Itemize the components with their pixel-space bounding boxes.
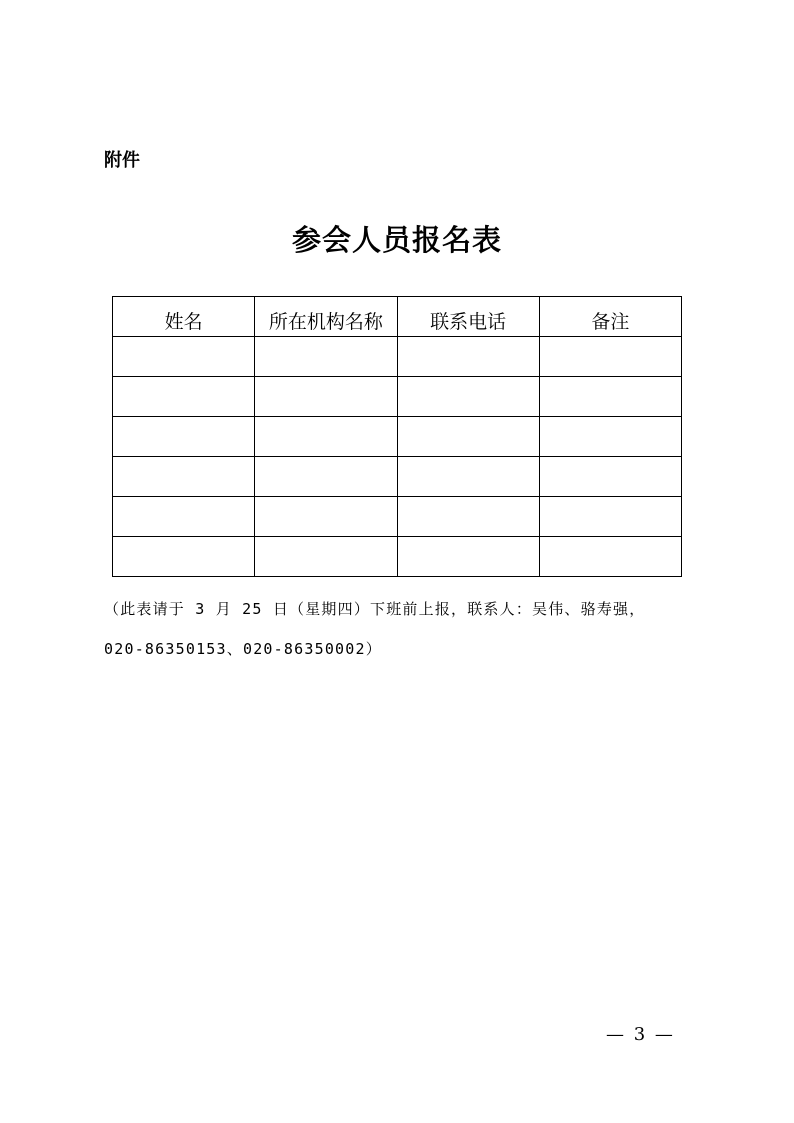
- table-cell-remarks: [539, 377, 681, 417]
- table-row: [113, 417, 682, 457]
- table-cell-name: [113, 377, 255, 417]
- table-row: [113, 377, 682, 417]
- table-cell-name: [113, 537, 255, 577]
- registration-table: [112, 296, 682, 577]
- table-cell-phone: [397, 497, 539, 537]
- table-cell-name: [113, 417, 255, 457]
- table-cell-name: [113, 337, 255, 377]
- table-cell-remarks: [539, 537, 681, 577]
- header-name: [113, 297, 255, 337]
- table-cell-institution: [255, 377, 397, 417]
- attachment-label: 附件: [104, 150, 140, 171]
- table-row: [113, 337, 682, 377]
- header-phone-label: 联系电话: [430, 311, 507, 333]
- table-row: [113, 497, 682, 537]
- header-remarks-label: 备注: [591, 311, 630, 333]
- table-cell-phone: [397, 417, 539, 457]
- submission-note-line-1: （此表请于 3 月 25 日（星期四）下班前上报，联系人：吴伟、骆寿强，: [104, 600, 646, 618]
- table-cell-phone: [397, 377, 539, 417]
- page-title: 参会人员报名表: [291, 223, 502, 257]
- table-cell-remarks: [539, 337, 681, 377]
- table-cell-phone: [397, 337, 539, 377]
- table-row: [113, 457, 682, 497]
- table-cell-institution: [255, 537, 397, 577]
- table-row: [113, 537, 682, 577]
- header-phone: [397, 297, 539, 337]
- table-cell-phone: [397, 537, 539, 577]
- header-name-label: 姓名: [164, 311, 203, 333]
- table-cell-institution: [255, 457, 397, 497]
- table-cell-institution: [255, 497, 397, 537]
- table-cell-remarks: [539, 497, 681, 537]
- table-cell-name: [113, 497, 255, 537]
- page-number: — 3 —: [606, 1024, 675, 1045]
- table-cell-phone: [397, 457, 539, 497]
- table-cell-remarks: [539, 457, 681, 497]
- table-cell-remarks: [539, 417, 681, 457]
- submission-note-line-2: 020-86350153、020-86350002）: [104, 640, 382, 658]
- table-header-row: [113, 297, 682, 337]
- header-institution-label: 所在机构名称: [268, 311, 383, 333]
- table-cell-name: [113, 457, 255, 497]
- header-institution: [255, 297, 397, 337]
- table-cell-institution: [255, 417, 397, 457]
- table-cell-institution: [255, 337, 397, 377]
- header-remarks: [539, 297, 681, 337]
